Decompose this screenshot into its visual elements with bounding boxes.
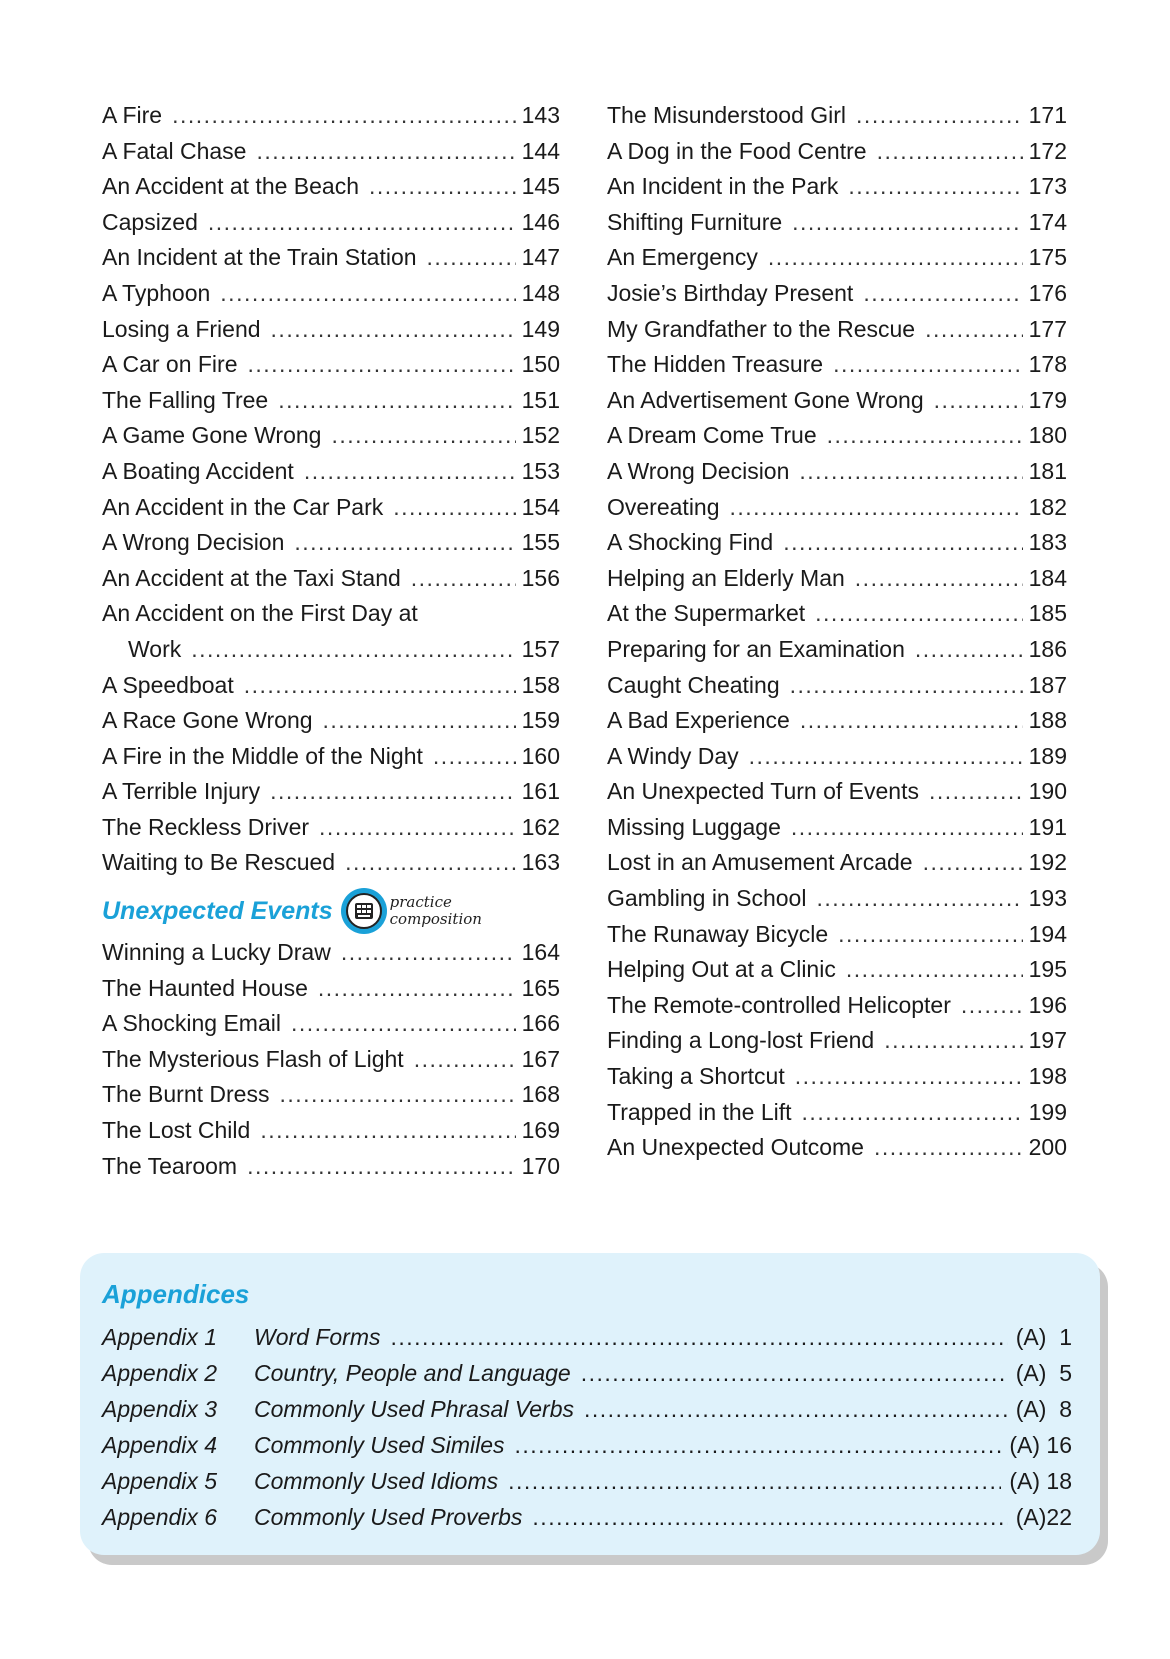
toc-list-left-b <box>102 668 560 882</box>
dot-leader <box>208 205 516 241</box>
dot-leader <box>271 312 516 348</box>
toc-entry-title: The Lost Child <box>102 1117 251 1144</box>
dot-leader <box>856 98 1023 134</box>
dot-leader <box>874 1130 1023 1166</box>
appendices-panel <box>80 1253 1100 1555</box>
toc-entry[interactable] <box>102 490 560 526</box>
badge-text <box>390 894 482 928</box>
toc-entry-title: Winning a Lucky Draw <box>102 939 331 966</box>
toc-entry-title: An Accident at the Beach <box>102 173 360 200</box>
toc-entry-title: A Race Gone Wrong <box>102 707 313 734</box>
toc-entry-title: The Reckless Driver <box>102 813 310 840</box>
toc-entry[interactable] <box>607 917 1067 953</box>
toc-entry-page: 172 <box>1028 137 1067 164</box>
toc-entry[interactable] <box>607 632 1067 668</box>
toc-entry-title: The Tearoom <box>102 1152 238 1179</box>
toc-entry-line2 <box>102 632 560 668</box>
toc-entry-page: 187 <box>1028 671 1067 698</box>
toc-list-left-a <box>102 98 560 596</box>
dot-leader <box>414 1042 516 1078</box>
dot-leader <box>846 952 1023 988</box>
toc-entry-page: 174 <box>1028 208 1067 235</box>
toc-entry-page: 181 <box>1028 457 1067 484</box>
dot-leader <box>331 418 515 454</box>
toc-entry-wrapped[interactable] <box>102 596 560 667</box>
appendix-title: Commonly Used Phrasal Verbs <box>254 1396 574 1422</box>
dot-leader <box>411 561 516 597</box>
dot-leader <box>256 134 515 170</box>
toc-entry-title: The Burnt Dress <box>102 1081 270 1108</box>
toc-entry[interactable] <box>607 810 1067 846</box>
dot-leader <box>345 845 516 881</box>
toc-entry-page: 178 <box>1028 351 1067 378</box>
toc-right-column <box>607 98 1067 1166</box>
appendix-entry[interactable] <box>102 1355 1072 1391</box>
toc-entry-page: 149 <box>521 315 560 342</box>
toc-entry[interactable] <box>102 525 560 561</box>
toc-entry-page: 199 <box>1028 1098 1067 1125</box>
toc-entry-page: 146 <box>521 208 560 235</box>
dot-leader <box>749 739 1023 775</box>
toc-entry-page: 152 <box>521 422 560 449</box>
toc-entry[interactable] <box>607 276 1067 312</box>
appendix-entry[interactable] <box>102 1391 1072 1427</box>
toc-entry-title: An Advertisement Gone Wrong <box>607 386 924 413</box>
dot-leader <box>929 774 1023 810</box>
toc-entry-title: A Fire in the Middle of the Night <box>102 742 423 769</box>
toc-entry-title: The Mysterious Flash of Light <box>102 1045 404 1072</box>
dot-leader <box>848 169 1022 205</box>
toc-entry-page: 183 <box>1028 529 1067 556</box>
toc-entry[interactable] <box>102 739 560 775</box>
toc-entry-page: 170 <box>521 1152 560 1179</box>
toc-entry[interactable] <box>102 418 560 454</box>
dot-leader <box>915 632 1023 668</box>
toc-entry[interactable] <box>102 347 560 383</box>
toc-entry-title: The Haunted House <box>102 974 308 1001</box>
practice-composition-badge <box>341 888 482 934</box>
dot-leader <box>816 881 1022 917</box>
dot-leader <box>863 276 1022 312</box>
toc-entry-title: A Fire <box>102 102 163 128</box>
toc-entry[interactable] <box>102 276 560 312</box>
toc-entry-title: A Boating Accident <box>102 457 294 484</box>
toc-entry-page: 184 <box>1028 564 1067 591</box>
toc-entry-page: 164 <box>521 939 560 966</box>
toc-entry[interactable] <box>102 845 560 881</box>
toc-entry-title-line1: An Accident on the First Day at <box>102 600 418 627</box>
toc-entry-title: Overeating <box>607 493 720 520</box>
appendices-heading: Appendices <box>102 1279 250 1309</box>
toc-entry[interactable] <box>102 774 560 810</box>
toc-entry-title: Lost in an Amusement Arcade <box>607 849 913 876</box>
appendix-label: Appendix 5 <box>102 1468 218 1494</box>
dot-leader <box>532 1499 1007 1535</box>
toc-entry-page: 168 <box>521 1081 560 1108</box>
toc-entry[interactable] <box>607 347 1067 383</box>
toc-entry[interactable] <box>607 596 1067 632</box>
dot-leader <box>815 596 1022 632</box>
dot-leader <box>341 935 516 971</box>
appendix-page: (A)22 <box>1015 1504 1072 1530</box>
toc-entry[interactable] <box>102 205 560 241</box>
dot-leader <box>584 1391 1008 1427</box>
toc-entry-page: 154 <box>521 493 560 520</box>
toc-entry[interactable] <box>607 952 1067 988</box>
dot-leader <box>391 1319 1008 1355</box>
toc-entry-page: 193 <box>1028 885 1067 912</box>
toc-entry-title: The Hidden Treasure <box>607 351 824 378</box>
toc-entry-title: Losing a Friend <box>102 315 261 342</box>
toc-entry-title: A Fatal Chase <box>102 137 247 164</box>
dot-leader <box>369 169 516 205</box>
toc-entry[interactable] <box>607 881 1067 917</box>
toc-entry-page: 144 <box>521 137 560 164</box>
appendix-title: Commonly Used Proverbs <box>254 1504 523 1530</box>
toc-entry-title: Waiting to Be Rescued <box>102 849 336 876</box>
dot-leader <box>294 525 515 561</box>
toc-entry[interactable] <box>102 810 560 846</box>
toc-entry[interactable] <box>102 169 560 205</box>
dot-leader <box>877 134 1023 170</box>
toc-entry-page: 173 <box>1028 173 1067 200</box>
dot-leader <box>791 810 1023 846</box>
toc-entry[interactable] <box>607 988 1067 1024</box>
toc-entry[interactable] <box>607 525 1067 561</box>
toc-entry-page: 151 <box>521 386 560 413</box>
toc-entry-title: My Grandfather to the Rescue <box>607 315 916 342</box>
toc-entry-page: 188 <box>1028 707 1067 734</box>
toc-entry-title: A Wrong Decision <box>102 529 285 556</box>
toc-entry-page: 198 <box>1028 1063 1067 1090</box>
toc-entry-title-line2: Work <box>128 635 182 662</box>
toc-entry[interactable] <box>607 1095 1067 1131</box>
toc-entry[interactable] <box>102 561 560 597</box>
appendix-label: Appendix 2 <box>102 1360 218 1386</box>
appendix-label: Appendix 3 <box>102 1396 218 1422</box>
dot-leader <box>304 454 516 490</box>
toc-entry-title: Gambling in School <box>607 885 807 912</box>
toc-entry[interactable] <box>607 240 1067 276</box>
appendix-title: Commonly Used Idioms <box>254 1468 499 1494</box>
toc-entry-title: Capsized <box>102 208 198 235</box>
toc-entry-title: The Runaway Bicycle <box>607 920 829 947</box>
appendix-title: Word Forms <box>254 1324 381 1350</box>
toc-entry-title: Taking a Shortcut <box>607 1063 785 1090</box>
toc-entry-title: Josie’s Birthday Present <box>607 279 854 306</box>
toc-entry[interactable] <box>607 454 1067 490</box>
dot-leader <box>802 1095 1023 1131</box>
toc-entry-page: 189 <box>1028 742 1067 769</box>
toc-entry-title: Caught Cheating <box>607 671 780 698</box>
dot-leader <box>833 347 1023 383</box>
badge-circle <box>341 888 387 934</box>
toc-entry-title: An Incident at the Train Station <box>102 244 417 271</box>
toc-entry-title: A Wrong Decision <box>607 457 790 484</box>
toc-entry-page: 150 <box>521 351 560 378</box>
toc-entry-page: 185 <box>1028 600 1067 627</box>
toc-entry-title: An Emergency <box>607 244 758 271</box>
toc-entry-title: A Terrible Injury <box>102 778 261 805</box>
toc-entry-page: 155 <box>521 529 560 556</box>
appendices-list <box>102 1319 1072 1535</box>
dot-leader <box>278 383 515 419</box>
toc-entry-title: Shifting Furniture <box>607 208 783 235</box>
dot-leader <box>768 240 1023 276</box>
toc-entry-title: At the Supermarket <box>607 600 806 627</box>
toc-entry[interactable] <box>607 418 1067 454</box>
toc-entry-title: A Dog in the Food Centre <box>607 137 867 164</box>
toc-entry[interactable] <box>102 668 560 704</box>
dot-leader <box>433 739 516 775</box>
toc-entry-page: 192 <box>1028 849 1067 876</box>
toc-entry[interactable] <box>607 169 1067 205</box>
toc-entry[interactable] <box>607 312 1067 348</box>
toc-entry[interactable] <box>607 1130 1067 1166</box>
toc-entry-page: 158 <box>521 671 560 698</box>
toc-entry-page: 163 <box>521 849 560 876</box>
toc-entry-title: A Dream Come True <box>607 422 817 449</box>
toc-entry-title: An Accident at the Taxi Stand <box>102 564 401 591</box>
dot-leader <box>923 845 1023 881</box>
toc-entry-title: A Shocking Find <box>607 529 774 556</box>
toc-entry-title: Finding a Long-lost Friend <box>607 1027 875 1054</box>
dot-leader <box>318 971 516 1007</box>
toc-list-left-c <box>102 935 560 1184</box>
toc-entry[interactable] <box>607 561 1067 597</box>
toc-entry-title: A Game Gone Wrong <box>102 422 322 449</box>
toc-entry-title: A Bad Experience <box>607 707 790 734</box>
toc-entry[interactable] <box>607 205 1067 241</box>
toc-entry-page: 197 <box>1028 1027 1067 1054</box>
toc-entry-title: A Typhoon <box>102 279 211 306</box>
keyboard-icon <box>346 893 382 929</box>
dot-leader <box>244 668 516 704</box>
dot-leader <box>508 1463 1001 1499</box>
appendix-label: Appendix 6 <box>102 1504 218 1530</box>
toc-entry-page: 171 <box>1028 102 1067 128</box>
toc-entry[interactable] <box>102 1077 560 1113</box>
dot-leader <box>279 1077 515 1113</box>
toc-entry-page: 200 <box>1028 1134 1067 1161</box>
dot-leader <box>799 454 1022 490</box>
appendix-label: Appendix 4 <box>102 1432 218 1458</box>
appendix-entry[interactable] <box>102 1499 1072 1535</box>
appendix-entry[interactable] <box>102 1427 1072 1463</box>
appendix-entry[interactable] <box>102 1319 1072 1355</box>
appendix-page: (A) 1 <box>1015 1324 1072 1350</box>
toc-entry-page: 161 <box>521 778 560 805</box>
toc-entry-page: 145 <box>521 173 560 200</box>
toc-entry-page: 176 <box>1028 279 1067 306</box>
toc-entry[interactable] <box>102 240 560 276</box>
badge-line-practice: practice <box>389 893 452 912</box>
toc-entry-title: An Unexpected Outcome <box>607 1134 864 1161</box>
toc-entry[interactable] <box>102 383 560 419</box>
dot-leader <box>393 490 515 526</box>
dot-leader <box>838 917 1022 953</box>
appendix-page: (A) 18 <box>1009 1468 1072 1494</box>
dot-leader <box>247 1149 516 1185</box>
dot-leader <box>792 205 1022 241</box>
toc-entry-page: 190 <box>1028 778 1067 805</box>
toc-entry-title: A Shocking Email <box>102 1010 281 1037</box>
toc-list-right <box>607 98 1067 1166</box>
toc-entry-title: An Unexpected Turn of Events <box>607 778 919 805</box>
toc-entry-page: 175 <box>1028 244 1067 271</box>
toc-entry[interactable] <box>102 98 560 134</box>
toc-entry[interactable] <box>102 1149 560 1185</box>
toc-entry[interactable] <box>102 1113 560 1149</box>
toc-entry-page: 180 <box>1028 422 1067 449</box>
toc-entry-page: 165 <box>521 974 560 1001</box>
toc-entry-page: 162 <box>521 813 560 840</box>
toc-entry-page: 196 <box>1028 991 1067 1018</box>
section-title: Unexpected Events <box>102 896 333 925</box>
dot-leader <box>790 668 1023 704</box>
badge-line-composition: composition <box>389 910 482 929</box>
toc-entry-title: Missing Luggage <box>607 813 781 840</box>
dot-leader <box>961 988 1023 1024</box>
dot-leader <box>220 276 515 312</box>
toc-entry-title: The Remote-controlled Helicopter <box>607 991 951 1018</box>
toc-entry-title: A Speedboat <box>102 671 234 698</box>
dot-leader <box>827 418 1023 454</box>
toc-entry[interactable] <box>607 739 1067 775</box>
toc-entry-page: 195 <box>1028 956 1067 983</box>
toc-left-column <box>102 98 560 1184</box>
toc-entry[interactable] <box>607 668 1067 704</box>
toc-entry[interactable] <box>607 774 1067 810</box>
toc-entry[interactable] <box>102 935 560 971</box>
toc-entry[interactable] <box>102 312 560 348</box>
toc-entry-page: 160 <box>521 742 560 769</box>
toc-entry-title: The Misunderstood Girl <box>607 102 847 128</box>
dot-leader <box>800 703 1023 739</box>
toc-entry[interactable] <box>607 845 1067 881</box>
dot-leader <box>515 1427 1002 1463</box>
section-heading-unexpected-events <box>102 887 560 935</box>
appendix-page: (A) 16 <box>1009 1432 1072 1458</box>
toc-entry-title: An Incident in the Park <box>607 173 839 200</box>
dot-leader <box>319 810 516 846</box>
appendix-page: (A) 8 <box>1015 1396 1072 1422</box>
toc-entry-page: 167 <box>521 1045 560 1072</box>
dot-leader <box>855 561 1023 597</box>
toc-entry-page: 166 <box>521 1010 560 1037</box>
toc-entry-title: The Falling Tree <box>102 386 269 413</box>
toc-entry-page: 191 <box>1028 813 1067 840</box>
toc-entry[interactable] <box>102 454 560 490</box>
toc-entry-page: 186 <box>1028 635 1067 662</box>
appendix-title: Country, People and Language <box>254 1360 571 1386</box>
toc-entry[interactable] <box>607 703 1067 739</box>
toc-entry[interactable] <box>607 1023 1067 1059</box>
dot-leader <box>783 525 1022 561</box>
toc-entry-page: 179 <box>1028 386 1067 413</box>
toc-entry[interactable] <box>102 971 560 1007</box>
toc-entry-page: 147 <box>521 244 560 271</box>
appendix-title: Commonly Used Similes <box>254 1432 505 1458</box>
dot-leader <box>260 1113 515 1149</box>
toc-entry-title: A Windy Day <box>607 742 739 769</box>
toc-entry-page: 177 <box>1028 315 1067 342</box>
appendix-entry[interactable] <box>102 1463 1072 1499</box>
toc-entry-page: 159 <box>521 707 560 734</box>
dot-leader <box>730 490 1023 526</box>
dot-leader <box>172 98 516 134</box>
toc-entry-page: 182 <box>1028 493 1067 520</box>
dot-leader <box>291 1006 516 1042</box>
toc-entry[interactable] <box>607 490 1067 526</box>
dot-leader <box>884 1023 1022 1059</box>
toc-entry[interactable] <box>607 134 1067 170</box>
appendix-label: Appendix 1 <box>102 1324 218 1350</box>
dot-leader <box>925 312 1023 348</box>
dot-leader <box>248 347 516 383</box>
toc-entry-page: 148 <box>521 279 560 306</box>
dot-leader <box>795 1059 1023 1095</box>
dot-leader <box>191 632 515 668</box>
toc-entry-page: 169 <box>521 1117 560 1144</box>
toc-entry[interactable] <box>102 703 560 739</box>
appendix-page: (A) 5 <box>1015 1360 1072 1386</box>
dot-leader <box>427 240 516 276</box>
toc-entry-page: 156 <box>521 564 560 591</box>
toc-entry-page: 153 <box>521 457 560 484</box>
toc-entry[interactable] <box>607 1059 1067 1095</box>
toc-entry[interactable] <box>607 98 1067 134</box>
toc-entry-title: Preparing for an Examination <box>607 635 905 662</box>
dot-leader <box>323 703 516 739</box>
toc-entry[interactable] <box>102 1042 560 1078</box>
toc-entry[interactable] <box>607 383 1067 419</box>
dot-leader <box>581 1355 1008 1391</box>
toc-entry-page: 143 <box>521 102 560 128</box>
dot-leader <box>270 774 516 810</box>
toc-entry-title: A Car on Fire <box>102 351 238 378</box>
dot-leader <box>934 383 1023 419</box>
toc-entry[interactable] <box>102 1006 560 1042</box>
toc-entry-title: Trapped in the Lift <box>607 1098 792 1125</box>
toc-entry-title: Helping Out at a Clinic <box>607 956 836 983</box>
toc-entry-page: 157 <box>521 635 560 662</box>
toc-entry-title: Helping an Elderly Man <box>607 564 845 591</box>
toc-entry-page: 194 <box>1028 920 1067 947</box>
toc-entry[interactable] <box>102 134 560 170</box>
toc-entry-title: An Accident in the Car Park <box>102 493 384 520</box>
